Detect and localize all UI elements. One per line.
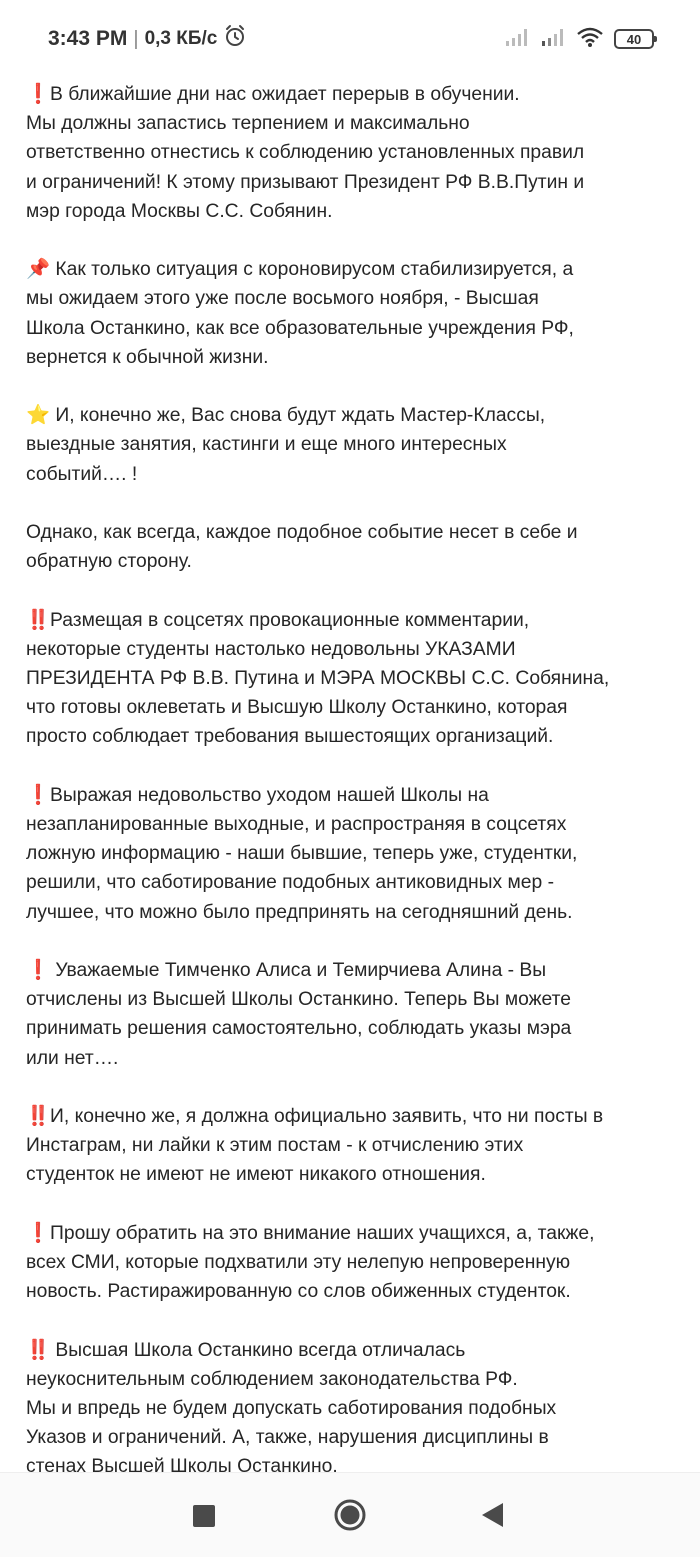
post-line: ⭐ И, конечно же, Вас снова будут ждать Мастер-Классы, [26, 405, 546, 427]
post-paragraph [26, 606, 686, 752]
battery-icon [614, 29, 654, 49]
post-line: обратную сторону. [26, 551, 192, 573]
post-content [26, 80, 686, 1472]
post-line: Однако, как всегда, каждое подобное событие несет в себе и [26, 522, 578, 543]
post-paragraph [26, 518, 686, 576]
post-line: ‼️Размещая в соцсетях провокационные комментарии, [26, 609, 530, 631]
post-line: ‼️ Высшая Школа Останкино всегда отличалась [26, 1339, 466, 1361]
network-speed: 0,3 КБ/с [144, 28, 218, 49]
post-line: что готовы оклеветать и Высшую Школу Останкино, которая [26, 697, 568, 719]
post-paragraph [26, 1336, 686, 1472]
post-paragraph [26, 255, 686, 372]
post-line: ❗В ближайшие дни нас ожидает перерыв в обучении. [26, 84, 520, 105]
post-line: всех СМИ, которые подхватили эту нелепую непроверенную [26, 1252, 571, 1273]
navigation-bar [0, 1472, 700, 1557]
post-line: Мы должны запастись терпением и максимально [26, 113, 470, 135]
post-line: отчислены из Высшей Школы Останкино. Теперь Вы можете [26, 989, 571, 1011]
post-line: просто соблюдает требования вышестоящих организаций. [26, 726, 554, 748]
post-line: 📌 Как только ситуация с короновирусом стабилизируется, а [26, 259, 574, 281]
post-line: лучшее, что можно было предпринять на сегодняшний день. [26, 901, 573, 923]
post-line: принимать решения самостоятельно, соблюдать указы мэра [26, 1018, 572, 1040]
alarm-icon [223, 24, 247, 54]
post-line: ❗Выражая недовольство уходом нашей Школы на [26, 784, 489, 806]
post-line: вернется к обычной жизни. [26, 346, 269, 368]
clock: 3:43 PM [48, 27, 128, 50]
post-line: ложную информацию - наши бывшие, теперь уже, студентки, [26, 843, 578, 865]
post-paragraph [26, 80, 686, 226]
battery-level: 40 [626, 31, 642, 47]
post-line: ПРЕЗИДЕНТА РФ В.В. Путина и МЭРА МОСКВЫ С.С. Собянина, [26, 668, 610, 689]
home-button[interactable] [333, 1498, 367, 1532]
signal-icon [504, 27, 530, 52]
post-paragraph [26, 1219, 686, 1307]
post-line: и ограничений! К этому призывают Президент РФ В.В.Путин и [26, 171, 585, 193]
post-line: некоторые студенты настолько недовольны УКАЗАМИ [26, 638, 516, 660]
post-line: неукоснительным соблюдением законодательства РФ. [26, 1368, 518, 1390]
post-line: Указов и ограничений. А, также, нарушения дисциплины в [26, 1427, 549, 1449]
post-paragraph [26, 956, 686, 1073]
signal-icon [540, 27, 566, 52]
post-line: мэр города Москвы С.С. Собянин. [26, 200, 333, 222]
post-line: решили, что саботирование подобных антиковидных мер - [26, 872, 555, 894]
post-line: Школа Останкино, как все образовательные учреждения РФ, [26, 317, 574, 339]
post-line: Инстаграм, ни лайки к этим постам - к отчислению этих [26, 1135, 524, 1157]
post-paragraph [26, 1102, 686, 1190]
post-line: событий…. ! [26, 463, 138, 485]
status-right [504, 26, 654, 52]
status-separator: | [133, 27, 139, 50]
post-line: ❗Прошу обратить на это внимание наших учащихся, а, также, [26, 1222, 595, 1244]
post-line: ❗ Уважаемые Тимченко Алиса и Темирчиева Алина - Вы [26, 960, 547, 981]
post-line: ответственно отнестись к соблюдению установленных правил [26, 142, 585, 164]
post-paragraph [26, 401, 686, 489]
post-line: Мы и впредь не будем допускать саботирования подобных [26, 1398, 557, 1419]
back-button[interactable] [480, 1501, 506, 1529]
post-paragraph [26, 781, 686, 927]
post-line: стенах Высшей Школы Останкино. [26, 1456, 338, 1472]
status-left [48, 24, 247, 54]
recent-apps-button[interactable] [193, 1505, 215, 1527]
post-line: или нет…. [26, 1047, 119, 1069]
post-line: незапланированные выходные, и распространяя в соцсетях [26, 814, 567, 835]
post-line: новость. Растиражированную со слов обиженных студенток. [26, 1281, 571, 1303]
post-line: выездные занятия, кастинги и еще много интересных [26, 434, 507, 456]
post-line: мы ожидаем этого уже после восьмого ноября, - Высшая [26, 288, 539, 310]
status-bar [0, 0, 700, 78]
wifi-icon [576, 26, 604, 53]
post-line: ‼️И, конечно же, я должна официально заявить, что ни посты в [26, 1106, 604, 1127]
post-line: студенток не имеют не имеют никакого отношения. [26, 1164, 486, 1186]
